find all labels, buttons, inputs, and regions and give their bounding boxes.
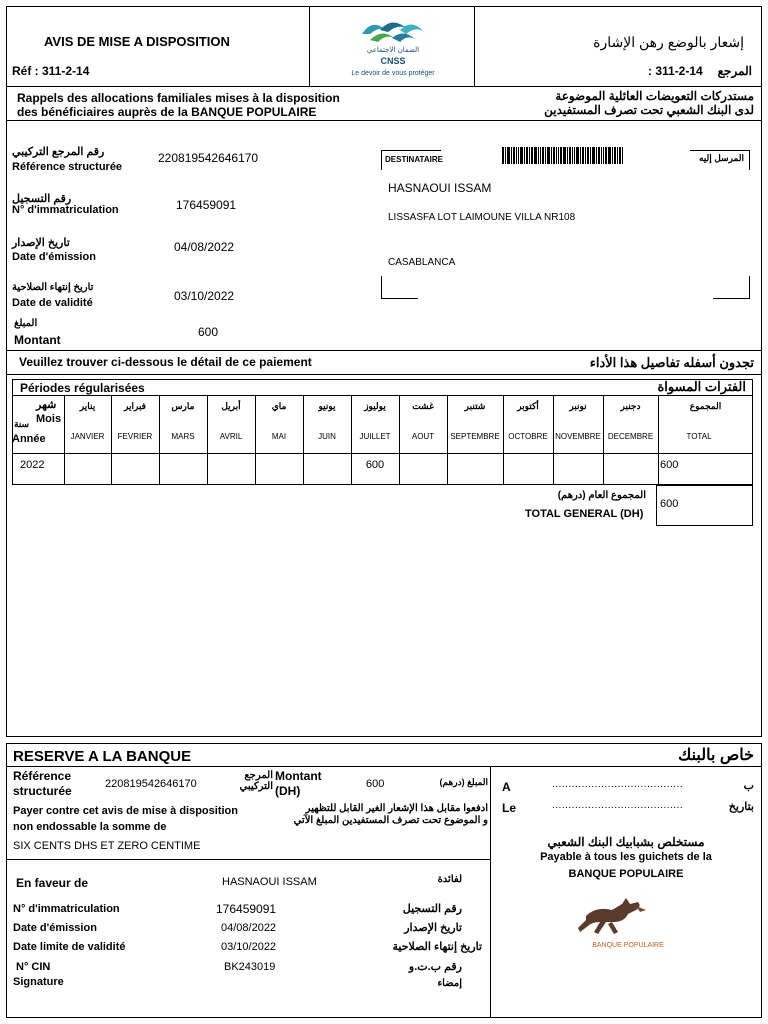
logo-tagline: Le devoir de vous protéger [351,70,435,77]
expediteur-label: المرسل إليه [698,153,744,163]
montant-value: 600 [198,325,219,339]
dest-corner-bl-h [381,298,418,299]
faveur-fr: En faveur de [16,876,89,890]
amount-words: SIX CENTS DHS ET ZERO CENTIME [13,840,201,852]
bank-ref-ar: المرجع التركيبي [239,770,273,792]
bank-validite-fr: Date limite de validité [13,941,126,953]
title-ar: إشعار بالوضع رهن الإشارة [593,34,744,50]
subheader-fr-1: Rappels des allocations familiales mises à la disposition [17,91,340,105]
periods-title-divider [12,395,753,396]
recipient-name: HASNAOUI ISSAM [388,181,492,195]
immat-value: 176459091 [176,198,237,212]
bank-emission-fr: Date d'émission [13,922,97,934]
month-header-ar: يونيو [318,401,336,411]
payer-ar-2: و الموضوع تحت تصرف المستفيدين المبلغ الآتي [293,815,488,826]
month-header-ar: شتنبر [464,401,486,411]
dest-corner-br-h [713,298,750,299]
month-value: 600 [365,459,385,471]
bank-ref-fr-2: structurée [13,784,72,798]
faveur-ar: لفائدة [437,874,462,885]
month-header-fr: AOUT [411,432,435,441]
signature-ar: إمضاء [437,978,462,989]
destinataire-label: DESTINATAIRE [385,155,443,164]
month-header-ar: ماي [271,401,287,411]
bank-amount-divider [6,859,490,860]
month-header-ar: غشت [412,401,434,411]
bank-cin-value: BK243019 [224,961,276,973]
periods-header-divider [12,453,753,454]
total-header-fr: TOTAL [686,432,712,441]
bank-immat-value: 176459091 [216,902,277,916]
dest-corner-tr-v [749,150,750,170]
detail-divider-bottom [6,374,762,375]
dest-corner-tl-v [381,150,382,170]
year-value: 2022 [20,459,45,471]
dest-corner-br-v [749,276,750,298]
ref-ar-value: : 311-2-14 [648,64,703,78]
dest-corner-bl-v [381,276,382,298]
bank-title-divider [6,766,762,767]
month-header-ar: مارس [171,401,195,411]
cnss-logo-icon [340,12,446,80]
le-dots: ........................................ [552,800,684,811]
logo-text-ar: الضمان الاجتماعي [366,46,420,54]
corner-annee-fr: Année [12,433,46,445]
subheader-fr-2: des bénéficiaires auprès de la BANQUE POPULAIRE [17,105,317,119]
bank-montant-ar: المبلغ (درهم) [439,777,488,787]
month-header-ar: أبريل [221,401,241,411]
bank-title-ar: خاص بالبنك [678,747,754,764]
a-ar: ب [743,780,754,792]
row-total-value: 600 [660,459,679,471]
signature-fr: Signature [13,976,64,988]
month-header-fr: MARS [171,432,195,441]
total-header-ar: المجموع [689,401,722,411]
montant-fr: Montant [14,333,61,347]
validite-fr: Date de validité [12,297,93,309]
corner-mois-fr: Mois [36,413,62,425]
detail-divider-top [6,350,762,351]
ref-struct-fr: Référence structurée [12,161,123,173]
bank-emission-value: 04/08/2022 [221,922,277,934]
bank-validite-value: 03/10/2022 [221,941,277,953]
payer-fr-1: Payer contre cet avis de mise à disposition [13,805,238,817]
month-header-ar: فبراير [124,401,146,411]
logo-text-cnss: CNSS [380,56,406,66]
barcode-icon [502,147,624,164]
grand-total-value: 600 [660,498,679,510]
month-header-fr: MAI [271,432,287,441]
bank-montant-value: 600 [366,778,385,790]
month-header-ar: نونبر [569,401,587,411]
faveur-value: HASNAOUI ISSAM [222,876,317,888]
title-fr: AVIS DE MISE A DISPOSITION [44,34,230,49]
subheader-divider [6,120,762,121]
month-header-fr: DECEMBRE [607,432,654,441]
bank-emission-ar: تاريخ الإصدار [404,922,462,934]
ref-fr: Réf : 311-2-14 [12,64,90,78]
horse-icon [566,892,690,954]
le-label: Le [502,801,517,815]
ref-struct-ar: رقم المرجع التركيبي [12,146,105,158]
month-header-fr: OCTOBRE [508,432,548,441]
subheader-ar-1: مستدركات التعويضات العائلية الموضوعة [555,89,754,103]
month-header-ar: دجنبر [620,401,641,411]
ref-ar-label: المرجع [717,64,752,78]
cnss-logo [340,12,446,80]
bank-column-divider [490,766,491,1018]
bank-cin-fr: N° CIN [16,961,51,973]
detail-ar: تجدون أسفله تفاصيل هذا الأداء [589,355,754,370]
emission-fr: Date d'émission [12,251,96,263]
bank-montant-fr-2: (DH) [275,784,301,798]
validite-ar: تاريخ إنتهاء الصلاحية [12,282,94,293]
dest-corner-tl-h [381,150,441,151]
month-header-fr: JUILLET [359,432,391,441]
header-divider [6,86,762,87]
bp-logo-text: BANQUE POPULAIRE [592,942,664,949]
payer-fr-2: non endossable la somme de [13,821,167,833]
periods-title-ar: الفترات المسواة [657,379,746,394]
month-header-fr: NOVEMBRE [555,432,601,441]
month-header-fr: JUIN [318,432,336,441]
emission-ar: تاريخ الإصدار [12,237,70,249]
subheader-ar-2: لدى البنك الشعبي تحت تصرف المستفيدين [544,103,754,117]
recipient-address: LISSASFA LOT LAIMOUNE VILLA NR108 [388,212,576,223]
bank-montant-fr-1: Montant [275,769,322,783]
header-divider-right [474,6,475,86]
detail-fr: Veuillez trouver ci-dessous le détail de ce paiement [19,355,312,369]
month-header-ar: أكتوبر [517,401,539,411]
corner-mois-ar: شهر [36,399,57,411]
payer-ar-1: ادفعوا مقابل هذا الإشعار الغير القابل للتظهير [305,803,488,814]
month-header-fr: AVRIL [219,432,243,441]
dest-corner-tr-h [690,150,750,151]
month-header-fr: JANVIER [70,432,105,441]
le-ar: بتاريخ [728,801,754,813]
immat-ar: رقم التسجيل [12,193,72,205]
bank-validite-ar: تاريخ إنتهاء الصلاحية [392,941,482,953]
payable-fr-2: BANQUE POPULAIRE [568,868,684,880]
montant-ar: المبلغ [14,318,38,329]
month-header-fr: SEPTEMBRE [450,432,500,441]
bank-ref-value: 220819542646170 [105,778,197,790]
bank-cin-ar: رقم ب.ت.و [408,961,462,973]
grand-total-fr: TOTAL GENERAL (DH) [525,508,644,520]
a-label: A [502,780,511,794]
ref-struct-value: 220819542646170 [158,151,259,165]
payable-fr-1: Payable à tous les guichets de la [540,851,712,863]
bank-ref-fr-1: Référence [13,769,72,783]
immat-fr: N° d'immatriculation [12,204,119,216]
recipient-city: CASABLANCA [388,257,456,268]
month-header-ar: يوليوز [364,401,386,411]
validite-value: 03/10/2022 [174,289,235,303]
a-dots: ........................................ [552,779,684,790]
corner-annee-ar: سنة [14,419,30,429]
bank-title-fr: RESERVE A LA BANQUE [13,748,192,765]
header-divider-left [309,6,310,86]
periods-title-fr: Périodes régularisées [20,381,145,395]
month-header-fr: FEVRIER [117,432,153,441]
grand-total-ar: المجموع العام (درهم) [557,490,646,501]
bank-immat-ar: رقم التسجيل [402,903,462,915]
banque-populaire-logo [566,892,690,954]
bank-immat-fr: N° d'immatriculation [13,903,120,915]
emission-value: 04/08/2022 [174,240,235,254]
payable-ar: مستخلص بشبابيك البنك الشعبي [547,835,705,849]
month-header-ar: يناير [79,401,96,411]
